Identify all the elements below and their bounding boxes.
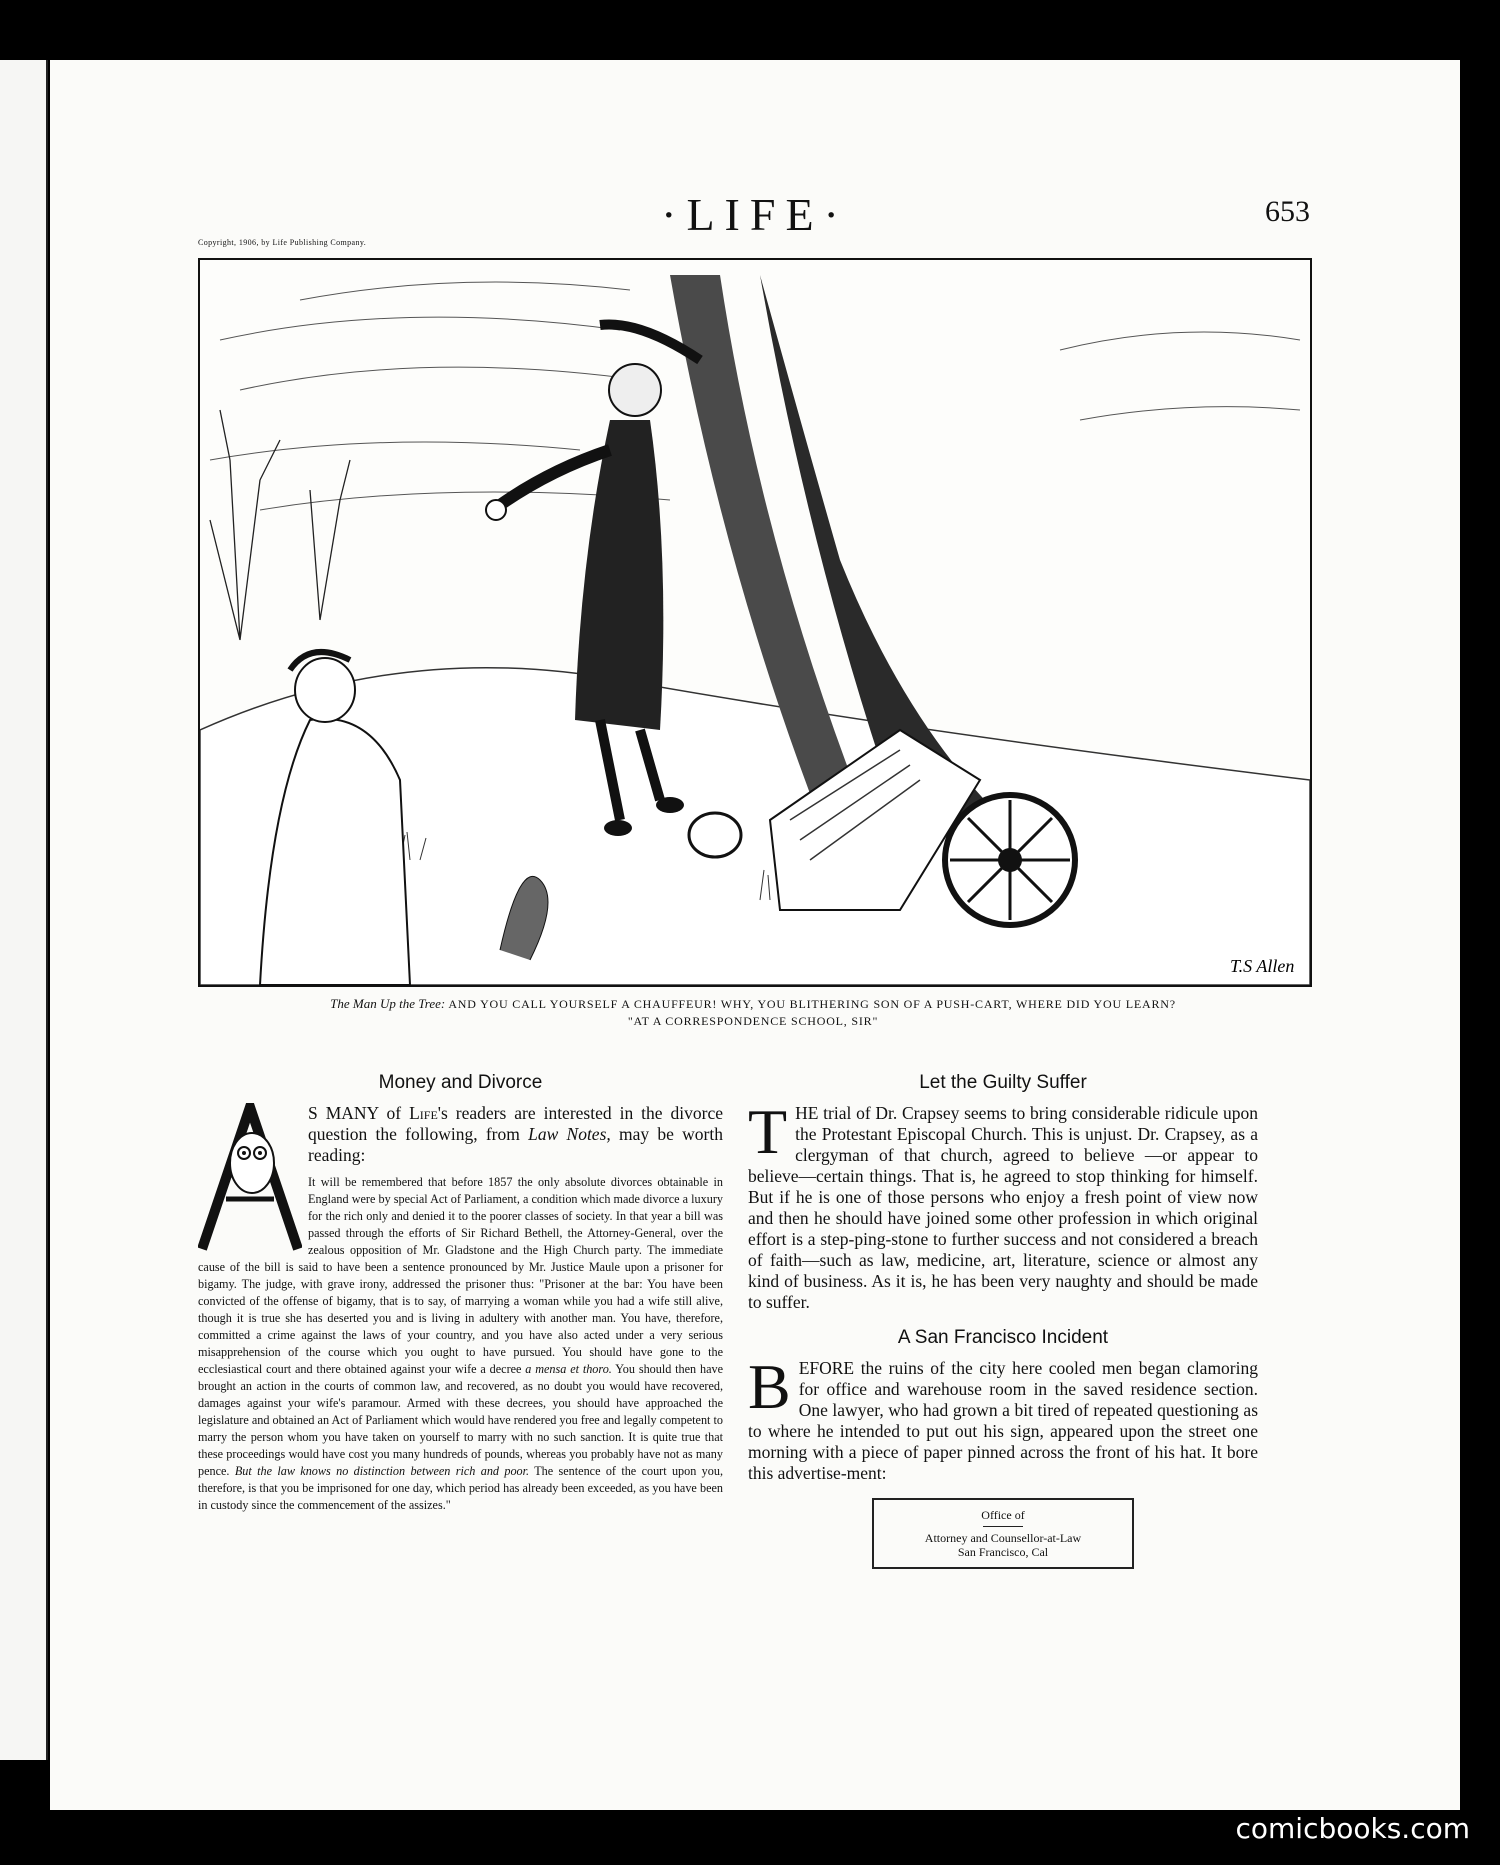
artist-signature: T.S Allen <box>1230 956 1295 976</box>
man-head <box>609 364 661 416</box>
copyright-line: Copyright, 1906, by Life Publishing Company. <box>198 238 367 247</box>
cartoon-drawing <box>200 260 1310 985</box>
article-body: THE trial of Dr. Crapsey seems to bring considerable ridicule upon the Protestant Episcopal Church. This is unjust. Dr. Crapsey, as a clergyman of that church, agreed to believe —or appear to believe—certain things. That is, he agreed to stop thinking for himself. But if he is one of those persons who enjoy a fresh point of view now and then he should have joined some other profession in which original effort is a step-ping-stone to further success and not considered a breach of faith—such as law, medicine, art, literature, science or almost any kind of business. As it is, he has been very naughty and should be made to suffer. <box>748 1096 1258 1312</box>
owl-icon <box>230 1133 274 1193</box>
man-coat <box>575 420 663 730</box>
article-intro: S MANY of Life's readers are interested in the divorce question the following, from Law Notes, may be worth reading: <box>308 1103 724 1165</box>
cartoon-illustration <box>198 258 1312 987</box>
dropcap: T <box>748 1096 788 1167</box>
hat-sign-notice: Office of Attorney and Counsellor-at-Law San Francisco, Cal <box>872 1498 1134 1569</box>
article-money-and-divorce <box>198 1072 723 1514</box>
life-magazine-name: Life <box>409 1103 438 1123</box>
adjacent-page-edge <box>0 60 48 1760</box>
article-title-san-francisco: A San Francisco Incident <box>897 1327 1109 1348</box>
article-let-the-guilty-suffer <box>748 1072 1258 1569</box>
magazine-page <box>50 60 1460 1810</box>
page-number: 653 <box>1265 195 1310 228</box>
cartoon-caption <box>198 995 1308 1030</box>
caption-line-1: AND YOU CALL YOURSELF A CHAUFFEUR! WHY, YOU BLITHERING SON OF A PUSH-CART, WHERE DID YOU LEARN? <box>448 997 1176 1011</box>
ornamental-dropcap-owl <box>198 1103 302 1253</box>
article-title: Money and Divorce <box>378 1072 543 1093</box>
masthead: ·LIFE· <box>661 189 849 240</box>
dropcap: B <box>748 1351 791 1422</box>
article-body-san-francisco: BEFORE the ruins of the city here cooled men began clamoring for office and warehouse room in the saved residence section. One lawyer, who had grown a bit tired of repeated questioning as to where he intended to put out his sign, appeared upon the street one morning with a piece of paper pinned across the front of his hat. It bore this advertise-ment: <box>748 1351 1258 1483</box>
bare-bushes <box>210 410 350 640</box>
source-title: Law Notes, <box>528 1124 611 1144</box>
article-quotation: It will be remembered that before 1857 the only absolute divorces obtainable in England were by special Act of Parliament, a condition which made divorce a luxury for the rich only and denied it to the poorer classes of society. In that year a bill was passed through the efforts of Sir Richard Bethell, the Attorney-General, over the zealous opposition of Mr. Gladstone and the High Church party. The immediate cause of the bill is said to have been a sentence pronounced by Mr. Justice Maule upon a prisoner for bigamy. The judge, with grave irony, addressed the prisoner thus: "Prisoner at the bar: You have been convicted of the offense of bigamy, that is to say, of marrying a woman while you had a wife still alive, though it is true she has deserted you and is living in adultery with another man. You have, therefore, committed a crime against the laws of your country, and you have also acted under a very serious misapprehension of the course which you ought to have pursued. You should have gone to the ecclesiastical court and there obtained against your wife a decree a mensa et thoro. You should then have brought an action in the courts of common law, and recovered, as no doubt you would have recovered, damages against your wife's paramour. Armed with these decrees, you should have approached the legislature and obtained an Act of Parliament which would have rendered you free and legally competent to marry the person whom you have taken on yourself to marry with no such sanction. It is quite true that these proceedings would have cost you many hundreds of pounds, whereas you probably have not as many pence. But the law knows no distinction between rich and poor. The sentence of the court upon you, therefore, is that you be imprisoned for one day, which period has already been exceeded, as you have been in custody since the commencement of the assizes." <box>198 1175 724 1512</box>
site-watermark: comicbooks.com <box>1235 1812 1470 1845</box>
caption-lead: The Man Up the Tree: <box>330 996 446 1011</box>
article-title: Let the Guilty Suffer <box>919 1072 1087 1093</box>
svg-text:A: A <box>250 1243 251 1244</box>
caption-line-2: "AT A CORRESPONDENCE SCHOOL, SIR" <box>627 1014 879 1028</box>
